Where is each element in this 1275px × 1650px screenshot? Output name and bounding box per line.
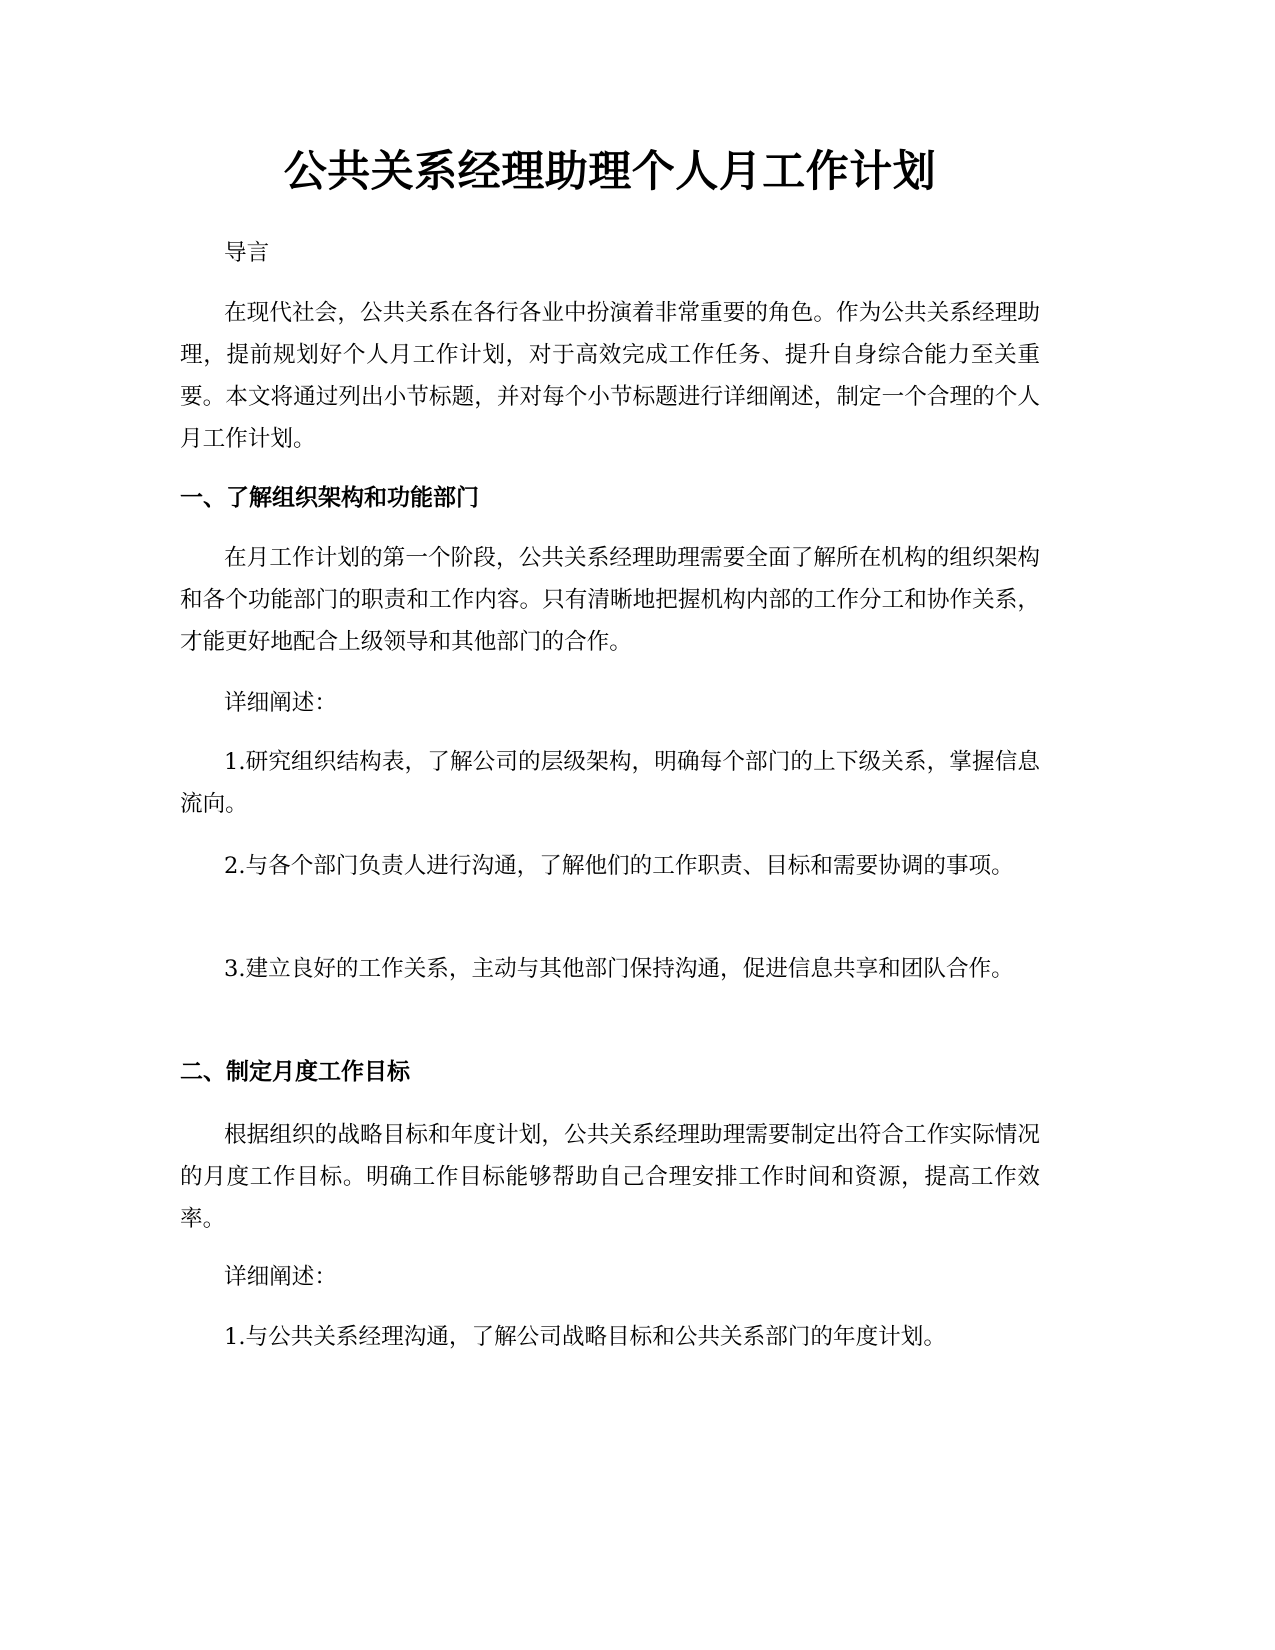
section-1-paragraph: 在月工作计划的第一个阶段，公共关系经理助理需要全面了解所在机构的组织架构和各个功能部门的职责和工作内容。只有清晰地把握机构内部的工作分工和协作关系，才能更好地配合上级领导和其他部门的合作。 (180, 545, 1040, 655)
section-2-heading: 二、制定月度工作目标 (180, 1059, 410, 1085)
section-1-item-1: 1.研究组织结构表，了解公司的层级架构，明确每个部门的上下级关系，掌握信息流向。 (180, 749, 1040, 817)
section-1-detail-label: 详细阐述： (224, 690, 337, 716)
document-title: 公共关系经理助理个人月工作计划 (283, 147, 937, 197)
intro-paragraph: 在现代社会，公共关系在各行各业中扮演着非常重要的角色。作为公共关系经理助理，提前规划好个人月工作计划，对于高效完成工作任务、提升自身综合能力至关重要。本文将通过列出小节标题，并对每个小节标题进行详细阐述，制定一个合理的个人月工作计划。 (180, 300, 1040, 452)
intro-label: 导言 (224, 240, 270, 266)
section-1-item-2: 2.与各个部门负责人进行沟通，了解他们的工作职责、目标和需要协调的事项。 (224, 853, 1014, 879)
section-2-detail-label: 详细阐述： (224, 1264, 337, 1290)
section-2-paragraph: 根据组织的战略目标和年度计划，公共关系经理助理需要制定出符合工作实际情况的月度工作目标。明确工作目标能够帮助自己合理安排工作时间和资源，提高工作效率。 (180, 1122, 1040, 1232)
section-1-item-3: 3.建立良好的工作关系，主动与其他部门保持沟通，促进信息共享和团队合作。 (224, 956, 1014, 982)
section-2-item-1: 1.与公共关系经理沟通，了解公司战略目标和公共关系部门的年度计划。 (224, 1324, 946, 1350)
section-1-heading: 一、了解组织架构和功能部门 (180, 485, 479, 511)
